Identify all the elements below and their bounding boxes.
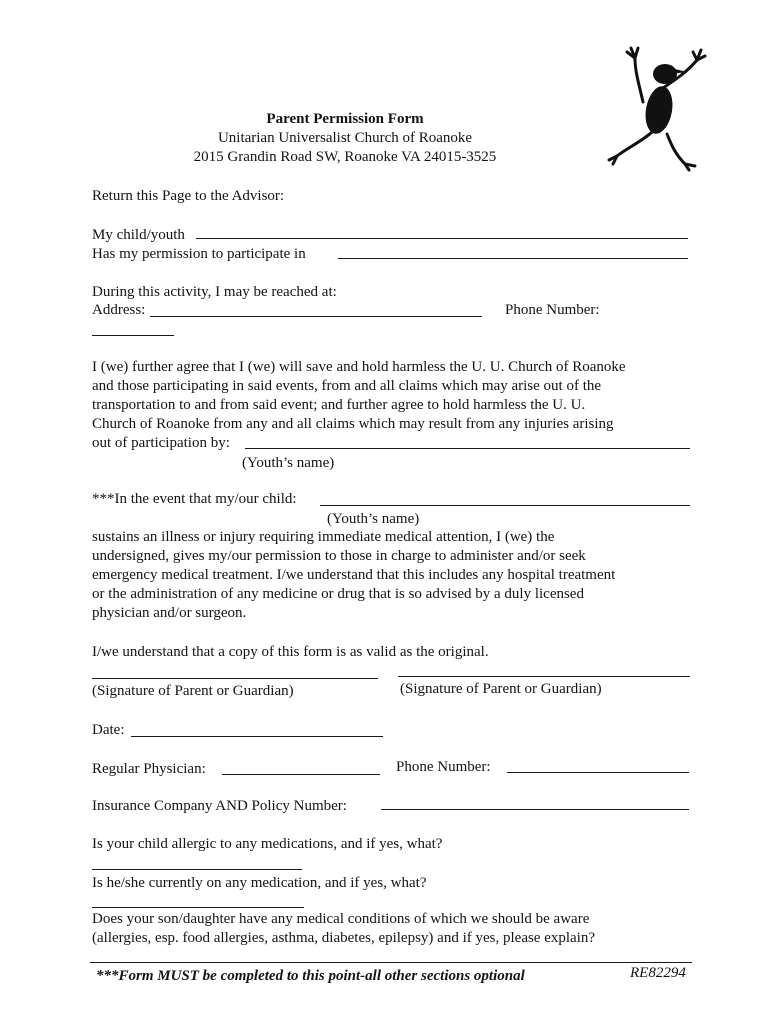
- copy-valid-statement: I/we understand that a copy of this form is as valid as the original.: [92, 644, 489, 660]
- signature-line-2[interactable]: [398, 676, 690, 677]
- conditions-question: (allergies, esp. food allergies, asthma, diabetes, epilepsy) and if yes, please explain?: [92, 930, 596, 946]
- address-line[interactable]: [150, 316, 482, 317]
- activity-line[interactable]: [338, 258, 688, 259]
- phone-label: Phone Number:: [505, 302, 600, 318]
- insurance-line[interactable]: [381, 809, 689, 810]
- church-name: Unitarian Universalist Church of Roanoke: [217, 130, 473, 146]
- dancing-figure-icon: [605, 44, 710, 172]
- church-address: 2015 Grandin Road SW, Roanoke VA 24015-3525: [193, 149, 497, 165]
- allergic-answer-line[interactable]: [92, 869, 302, 870]
- child-label: My child/youth: [92, 227, 185, 243]
- physician-label: Regular Physician:: [92, 761, 206, 777]
- date-line[interactable]: [131, 736, 383, 737]
- youth-name-caption-1: (Youth’s name): [242, 455, 335, 471]
- event-label: ***In the event that my/our child:: [92, 491, 297, 507]
- agreement-line: Church of Roanoke from any and all claims which may result from any injuries arising: [92, 416, 614, 432]
- form-title: Parent Permission Form: [266, 111, 424, 127]
- signature-caption-2: (Signature of Parent or Guardian): [400, 681, 602, 697]
- insurance-label: Insurance Company AND Policy Number:: [92, 798, 347, 814]
- form-code: RE82294: [630, 965, 686, 981]
- medication-question: Is he/she currently on any medication, and if yes, what?: [92, 875, 427, 891]
- medical-line: physician and/or surgeon.: [92, 605, 247, 621]
- agreement-line: I (we) further agree that I (we) will save and hold harmless the U. U. Church of Roanoke: [92, 359, 626, 375]
- medical-line: sustains an illness or injury requiring immediate medical attention, I (we) the: [92, 529, 555, 545]
- medical-line: emergency medical treatment. I/we understand that this includes any hospital treatment: [92, 567, 616, 583]
- agreement-line: transportation to and from said event; and further agree to hold harmless the U. U.: [92, 397, 586, 413]
- return-instruction: Return this Page to the Advisor:: [92, 188, 285, 204]
- medical-line: or the administration of any medicine or drug that is so advised by a duly licensed: [92, 586, 584, 602]
- agreement-line: and those participating in said events, from and all claims which may arise out of the: [92, 378, 602, 394]
- signature-line-1[interactable]: [92, 678, 378, 679]
- youth-name-line-1[interactable]: [245, 448, 690, 449]
- address-label: Address:: [92, 302, 146, 318]
- conditions-answer-line[interactable]: [90, 962, 692, 963]
- allergic-question: Is your child allergic to any medications, and if yes, what?: [92, 836, 443, 852]
- date-label: Date:: [92, 722, 125, 738]
- signature-caption-1: (Signature of Parent or Guardian): [92, 683, 294, 699]
- youth-name-caption-2: (Youth’s name): [327, 511, 420, 527]
- phone-line[interactable]: [92, 335, 174, 336]
- footer-note: ***Form MUST be completed to this point-all other sections optional: [96, 968, 525, 984]
- reach-label: During this activity, I may be reached at:: [92, 284, 337, 300]
- medical-line: undersigned, gives my/our permission to those in charge to administer and/or seek: [92, 548, 586, 564]
- youth-name-line-2[interactable]: [320, 505, 690, 506]
- physician-phone-label: Phone Number:: [396, 759, 491, 775]
- physician-line[interactable]: [222, 774, 380, 775]
- physician-phone-line[interactable]: [507, 772, 689, 773]
- child-name-line[interactable]: [196, 238, 688, 239]
- agreement-line: out of participation by:: [92, 435, 230, 451]
- conditions-question: Does your son/daughter have any medical conditions of which we should be aware: [92, 911, 590, 927]
- permission-label: Has my permission to participate in: [92, 246, 306, 262]
- medication-answer-line[interactable]: [92, 907, 304, 908]
